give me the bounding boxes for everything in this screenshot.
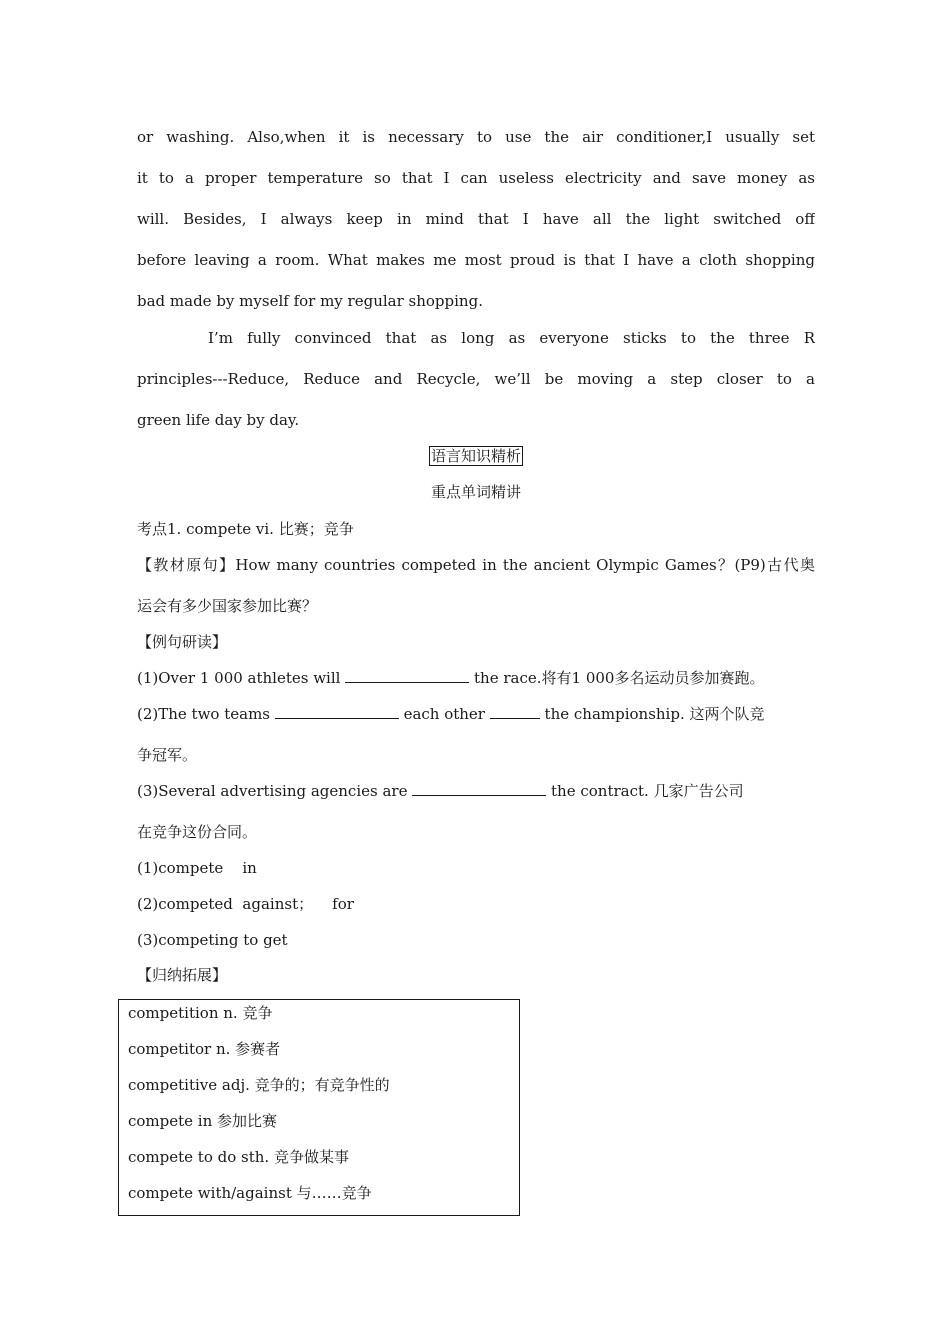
passage-line: green life day by day. <box>137 411 300 429</box>
fill-blank <box>490 704 540 719</box>
source-text: How many countries competed in the ancient Olympic Games？(P9)古代奥 <box>235 556 815 574</box>
point-heading: 考点1. compete vi. 比赛；竞争 <box>137 520 354 538</box>
answer-3: (3)competing to get <box>137 931 288 949</box>
summary-item: compete in 参加比赛 <box>128 1112 278 1130</box>
answer-1: (1)compete in <box>137 859 257 877</box>
subsection-title: 重点单词精讲 <box>430 483 521 501</box>
fill-blank <box>412 781 546 796</box>
answer-2: (2)competed against； for <box>137 895 354 913</box>
section-title: 语言知识精析 <box>430 447 521 465</box>
example-2-cont: 争冠军。 <box>137 746 198 764</box>
passage-line: it to a proper temperature so that I can useless electricity and save money as <box>137 169 815 187</box>
summary-label: 【归纳拓展】 <box>137 966 228 984</box>
summary-item: compete with/against 与……竞争 <box>128 1184 372 1202</box>
example-1-text-b: the race.将有1 000多名运动员参加赛跑。 <box>474 669 765 687</box>
passage-line: I’m fully convinced that as long as everyone sticks to the three R <box>208 329 815 347</box>
summary-item: competitor n. 参赛者 <box>128 1040 281 1058</box>
example-2-text-c: the championship. 这两个队竞 <box>544 705 765 723</box>
passage-line: before leaving a room. What makes me most proud is that I have a cloth shopping <box>137 251 815 269</box>
passage-line: bad made by myself for my regular shopping. <box>137 292 483 310</box>
source-label: 【教材原句】 <box>137 556 236 574</box>
example-3-cont: 在竞争这份合同。 <box>137 823 258 841</box>
example-2-text-a: (2)The two teams <box>137 705 270 723</box>
passage-line: or washing. Also,when it is necessary to use the air conditioner,I usually set <box>137 128 815 146</box>
example-3 <box>137 781 815 801</box>
summary-item: competitive adj. 竞争的；有竞争性的 <box>128 1076 390 1094</box>
example-3-text-b: the contract. 几家广告公司 <box>551 782 744 800</box>
passage-line: principles---Reduce, Reduce and Recycle, we’ll be moving a step closer to a <box>137 370 815 388</box>
example-3-text-a: (3)Several advertising agencies are <box>137 782 408 800</box>
examples-label: 【例句研读】 <box>137 633 228 651</box>
passage-line: will. Besides, I always keep in mind that I have all the light switched off <box>137 210 815 228</box>
fill-blank <box>275 704 399 719</box>
example-1 <box>137 668 815 688</box>
source-sentence-cont: 运会有多少国家参加比赛？ <box>137 597 318 615</box>
section-title-wrap <box>137 446 815 466</box>
example-2-text-b: each other <box>403 705 485 723</box>
example-2 <box>137 704 815 724</box>
summary-item: compete to do sth. 竞争做某事 <box>128 1148 349 1166</box>
fill-blank <box>345 668 469 683</box>
source-sentence <box>137 555 815 575</box>
summary-item: competition n. 竞争 <box>128 1004 273 1022</box>
example-1-text-a: (1)Over 1 000 athletes will <box>137 669 341 687</box>
summary-box <box>118 999 520 1216</box>
